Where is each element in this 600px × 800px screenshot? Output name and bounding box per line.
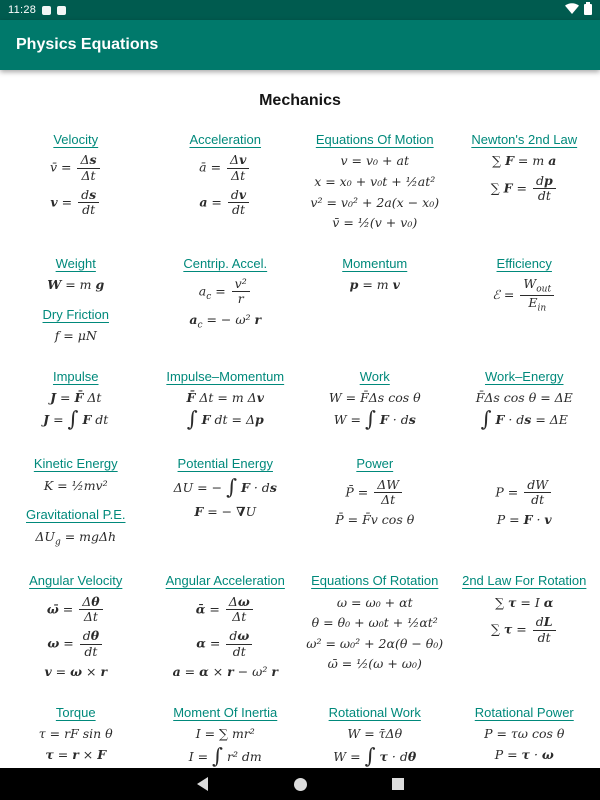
equation: ∫ F dt = Δp: [186, 407, 264, 432]
equation-group: [183, 256, 267, 337]
equation-cell: [2, 573, 150, 684]
equation: ∑ τ = $\frac{dL}{dt}$: [462, 615, 586, 645]
equation-cell: [2, 369, 150, 437]
equation-cell: [301, 573, 449, 677]
back-icon: [197, 777, 208, 791]
equation: F = − ∇U: [194, 503, 257, 519]
equation: v = v₀ + at: [340, 153, 409, 169]
wifi-icon: [565, 3, 579, 17]
equation-group-title[interactable]: Work–Energy: [484, 368, 564, 384]
equation: ∫ F · ds = ΔE: [480, 407, 568, 432]
equation: W = ∫ F · ds: [333, 407, 416, 432]
equation-group-title[interactable]: Impulse: [52, 368, 99, 384]
equation-group: [306, 573, 443, 677]
equation-cell: [152, 256, 300, 337]
equation-group-title[interactable]: Angular Velocity: [29, 573, 123, 589]
equation-group: [29, 573, 122, 684]
equation: ā = $\frac{\Delta v}{\Delta t}$: [189, 153, 261, 183]
equation-cell: [451, 705, 599, 768]
equation-cell: [152, 705, 300, 768]
equation-group: [342, 256, 407, 298]
equation: v = $\frac{ds}{dt}$: [50, 188, 102, 218]
equation-group: [50, 132, 102, 223]
equation-cell: [152, 456, 300, 524]
equation-group: [495, 456, 553, 533]
equation-group-title[interactable]: Centrip. Accel.: [183, 255, 268, 271]
equation: W = ∫ τ · dθ: [333, 743, 417, 768]
equation: ω = $\frac{d\theta}{dt}$: [29, 629, 122, 659]
recents-button[interactable]: [388, 774, 408, 794]
equation: P = τω cos θ: [484, 725, 565, 741]
equation-cell: [2, 705, 150, 768]
equation-group-title[interactable]: Weight: [55, 255, 96, 271]
equation-group: [173, 705, 277, 768]
equation-group-title[interactable]: Kinetic Energy: [33, 456, 118, 472]
equation-cell: [152, 369, 300, 437]
equation-group: [166, 573, 285, 684]
section-title: Mechanics: [259, 92, 341, 109]
equation: f = μN: [54, 327, 97, 343]
equation: P̄ = $\frac{\Delta W}{\Delta t}$: [335, 478, 414, 508]
equation-cell: [301, 369, 449, 437]
equation: J = ∫ F dt: [43, 407, 109, 432]
equation-group-title: [495, 456, 553, 472]
equation-group: [475, 705, 574, 768]
equation: ω² = ω₀² + 2α(θ − θ₀): [306, 635, 444, 651]
status-time: 11:28: [8, 4, 37, 16]
home-button[interactable]: [290, 774, 310, 794]
equation-group-title[interactable]: Rotational Work: [328, 704, 421, 720]
status-bar-right: [565, 2, 592, 18]
equation-group: [310, 132, 439, 236]
equation: W = m g: [47, 277, 105, 292]
equation-group-title[interactable]: Gravitational P.E.: [26, 507, 126, 523]
equation-cell: [152, 132, 300, 223]
equation-cell: [451, 132, 599, 209]
equation: v̄ = ½(v + v₀): [332, 215, 418, 231]
equation-cell: [152, 573, 300, 684]
equation: α = $\frac{d\omega}{dt}$: [166, 629, 285, 659]
equation-group-title[interactable]: Angular Acceleration: [165, 573, 285, 589]
equation: W = τ̄Δθ: [347, 725, 403, 741]
equation-cell: [301, 705, 449, 768]
equation-cell: [451, 456, 599, 533]
equation-group: [335, 456, 414, 533]
equation-group: [189, 132, 261, 223]
equation-cell: [2, 456, 150, 553]
equation-group: [476, 369, 573, 437]
equation-group-title[interactable]: Rotational Power: [474, 704, 574, 720]
equation: P̄ = F̄v cos θ: [335, 512, 415, 528]
equation-group-title[interactable]: Dry Friction: [42, 306, 109, 322]
equation: a = $\frac{dv}{dt}$: [189, 188, 261, 218]
equation: v̄ = $\frac{\Delta s}{\Delta t}$: [50, 153, 102, 183]
equation-group-title[interactable]: Equations Of Motion: [315, 132, 434, 147]
status-bar: [0, 0, 600, 20]
navigation-bar: [0, 768, 600, 800]
equation: $\Delta U_g = mg\Delta h$: [35, 528, 117, 547]
equation-group-title[interactable]: 2nd Law For Rotation: [462, 573, 587, 589]
equation: F̄ Δt = m Δv: [186, 389, 264, 405]
home-icon: [294, 778, 307, 791]
status-bar-left: [8, 4, 565, 16]
equation: P = $\frac{dW}{dt}$: [495, 478, 553, 508]
equation-group: [39, 705, 113, 768]
equation-group-title[interactable]: Equations Of Rotation: [311, 573, 439, 589]
equation: θ = θ₀ + ω₀t + ½αt²: [311, 615, 438, 631]
recents-icon: [392, 778, 404, 790]
equation-group: [471, 132, 577, 209]
content-scroll-area[interactable]: [0, 70, 600, 768]
equation: ω̄ = $\frac{\Delta\theta}{\Delta t}$: [29, 595, 122, 625]
equation-cell: [2, 256, 150, 349]
equation: I = ∑ mr²: [195, 725, 255, 741]
equation: ω = ω₀ + αt: [336, 594, 413, 610]
equation-group-title[interactable]: Newton's 2nd Law: [471, 132, 578, 147]
equation-group-title[interactable]: Potential Energy: [177, 456, 273, 472]
equation-group: [26, 507, 125, 553]
equation-group: [329, 369, 421, 437]
equation: a = α × r − ω² r: [172, 664, 278, 679]
equations-grid: [0, 132, 600, 768]
equation-cell: [451, 256, 599, 319]
equation: τ = r × F: [45, 746, 107, 762]
equation-group-title[interactable]: Acceleration: [189, 132, 262, 147]
equation-group-title[interactable]: Power: [356, 456, 394, 472]
equation-group: [329, 705, 421, 768]
equation: ΔU = − ∫ F · ds: [173, 474, 277, 499]
equation-group: [174, 456, 277, 524]
equation: ᾱ = $\frac{\Delta\omega}{\Delta t}$: [166, 595, 285, 625]
equation-group-title[interactable]: Velocity: [53, 132, 99, 147]
equation: τ = rF sin θ: [38, 725, 113, 741]
equation: p = m v: [349, 277, 400, 292]
equation: ∑ F = $\frac{dp}{dt}$: [471, 174, 577, 204]
equation: W = F̄Δs cos θ: [328, 389, 421, 405]
equation: ω̄ = ½(ω + ω₀): [327, 656, 422, 672]
equation: J = F̄ Δt: [50, 389, 102, 405]
equation-group-title[interactable]: Torque: [55, 704, 96, 720]
equation-group: [166, 369, 284, 437]
equation: v² = v₀² + 2a(x − x₀): [310, 194, 440, 210]
equation: ℰ = $W_{out}$ $E_{in}$: [492, 277, 556, 314]
equation: P = τ · ω: [494, 746, 554, 762]
app-bar: [0, 20, 600, 70]
equation-group-title[interactable]: Moment Of Inertia: [173, 704, 278, 720]
equation: ∑ F = m a: [492, 153, 557, 169]
equation-group-title[interactable]: Momentum: [342, 255, 408, 271]
equation-group-title[interactable]: Work: [359, 368, 390, 384]
equation: P = F · v: [496, 512, 552, 528]
equation-group-title[interactable]: Impulse–Momentum: [166, 368, 285, 384]
equation: $a_c$ = $\frac{\text{v²}}{r}$: [183, 277, 267, 307]
equation-group: [492, 256, 556, 319]
equation: $a_c$ = − ω² r: [189, 311, 262, 331]
equation-cell: [2, 132, 150, 223]
equation-group: [47, 256, 104, 298]
equation-cell: [301, 456, 449, 533]
equation: ∑ τ = I α: [495, 594, 554, 610]
equation: I = ∫ r² dm: [188, 743, 262, 768]
notification-icon: [57, 6, 66, 15]
equation-cell: [451, 573, 599, 650]
equation: v = ω × r: [44, 664, 108, 679]
equation-group: [43, 369, 108, 437]
app-title: Physics Equations: [16, 36, 159, 53]
battery-icon: [584, 2, 592, 18]
equation: F̄Δs cos θ = ΔE: [475, 389, 573, 405]
notification-icon: [42, 6, 51, 15]
equation-cell: [301, 132, 449, 236]
equation-group: [43, 307, 109, 349]
equation-group-title[interactable]: Efficiency: [496, 255, 552, 271]
equation-group: [462, 573, 586, 650]
back-button[interactable]: [192, 774, 212, 794]
equation-cell: [301, 256, 449, 298]
equation-group: [34, 456, 118, 498]
equation: K = ½mv²: [43, 477, 108, 493]
equation-cell: [451, 369, 599, 437]
equation: x = x₀ + v₀t + ½at²: [314, 173, 436, 189]
